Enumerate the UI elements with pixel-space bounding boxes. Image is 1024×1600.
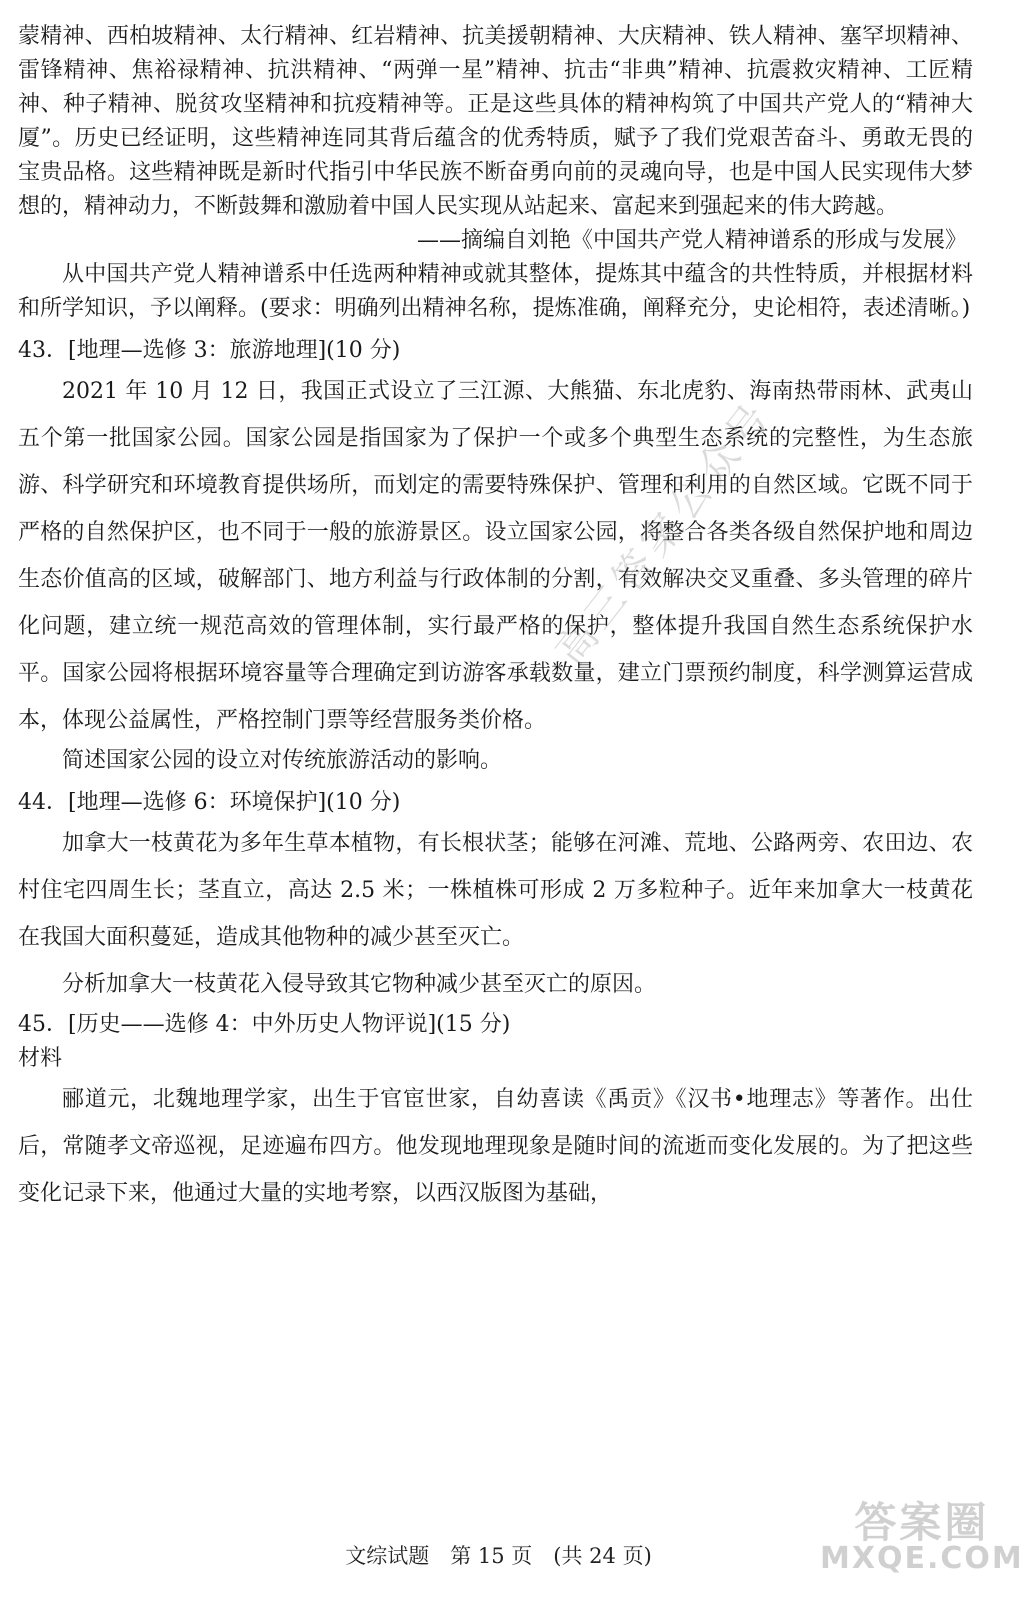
q44-question: 分析加拿大一枝黄花入侵导致其它物种减少甚至灭亡的原因。 xyxy=(62,972,657,997)
q44-paragraph: 加拿大一枝黄花为多年生草本植物，有长根状茎；能够在河滩、荒地、公路两旁、农田边、农村住宅四周生长；茎直立，高达 2.5 米；一株植株可形成 2 万多粒种子。近年来加拿大一枝黄花在我国大面积蔓延，造成其他物种的减少甚至灭亡。 xyxy=(18,831,973,950)
page-footer: 文综试题 第 15 页 (共 24 页) xyxy=(345,1544,652,1568)
q45-heading: 45．[历史——选修 4：中外历史人物评说](15 分) xyxy=(18,1012,511,1037)
section1-source: ——摘编自刘艳《中国共产党人精神谱系的形成与发展》 xyxy=(416,228,967,253)
section1-question: 从中国共产党人精神谱系中任选两种精神或就其整体，提炼其中蕴含的共性特质，并根据材料和所学知识，予以阐释。(要求：明确列出精神名称，提炼准确，阐释充分，史论相符，表述清晰。) xyxy=(18,262,973,321)
q43-heading: 43．[地理—选修 3：旅游地理](10 分) xyxy=(18,338,401,363)
corner-watermark-title: 答案圈 xyxy=(854,1498,990,1547)
q45-paragraph: 郦道元，北魏地理学家，出生于官宦世家，自幼喜读《禹贡》《汉书•地理志》等著作。出仕后，常随孝文帝巡视，足迹遍布四方。他发现地理现象是随时间的流逝而变化发展的。为了把这些变化记录下来，他通过大量的实地考察，以西汉版图为基础， xyxy=(18,1087,973,1206)
q45-material-label: 材料 xyxy=(18,1046,63,1071)
exam-page xyxy=(18,20,973,1217)
q43-paragraph: 2021 年 10 月 12 日，我国正式设立了三江源、大熊猫、东北虎豹、海南热带雨林、武夷山五个第一批国家公园。国家公园是指国家为了保护一个或多个典型生态系统的完整性，为生态旅游、科学研究和环境教育提供场所，而划定的需要特殊保护、管理和利用的自然区域。它既不同于严格的自然保护区，也不同于一般的旅游景区。设立国家公园，将整合各类各级自然保护地和周边生态价值高的区域，破解部门、地方利益与行政体制的分割，有效解决交叉重叠、多头管理的碎片化问题，建立统一规范高效的管理体制，实行最严格的保护，整体提升我国自然生态系统保护水平。国家公园将根据环境容量等合理确定到访游客承载数量，建立门票预约制度，科学测算运营成本，体现公益属性，严格控制门票等经营服务类价格。 xyxy=(18,379,973,733)
q44-heading: 44．[地理—选修 6：环境保护](10 分) xyxy=(18,790,401,815)
diagonal-watermark: 高三答案公众号 xyxy=(547,391,782,674)
corner-watermark-url: MXQE.COM xyxy=(820,1541,1024,1576)
q43-question: 简述国家公园的设立对传统旅游活动的影响。 xyxy=(62,748,503,773)
section1-paragraph: 蒙精神、西柏坡精神、太行精神、红岩精神、抗美援朝精神、大庆精神、铁人精神、塞罕坝精神、雷锋精神、焦裕禄精神、抗洪精神、“两弹一星”精神、抗击“非典”精神、抗震救灾精神、工匠精神、种子精神、脱贫攻坚精神和抗疫精神等。正是这些具体的精神构筑了中国共产党人的“精神大厦”。历史已经证明，这些精神连同其背后蕴含的优秀特质，赋予了我们党艰苦奋斗、勇敢无畏的宝贵品格。这些精神既是新时代指引中华民族不断奋勇向前的灵魂向导，也是中国人民实现伟大梦想的，精神动力，不断鼓舞和激励着中国人民实现从站起来、富起来到强起来的伟大跨越。 xyxy=(18,24,973,219)
